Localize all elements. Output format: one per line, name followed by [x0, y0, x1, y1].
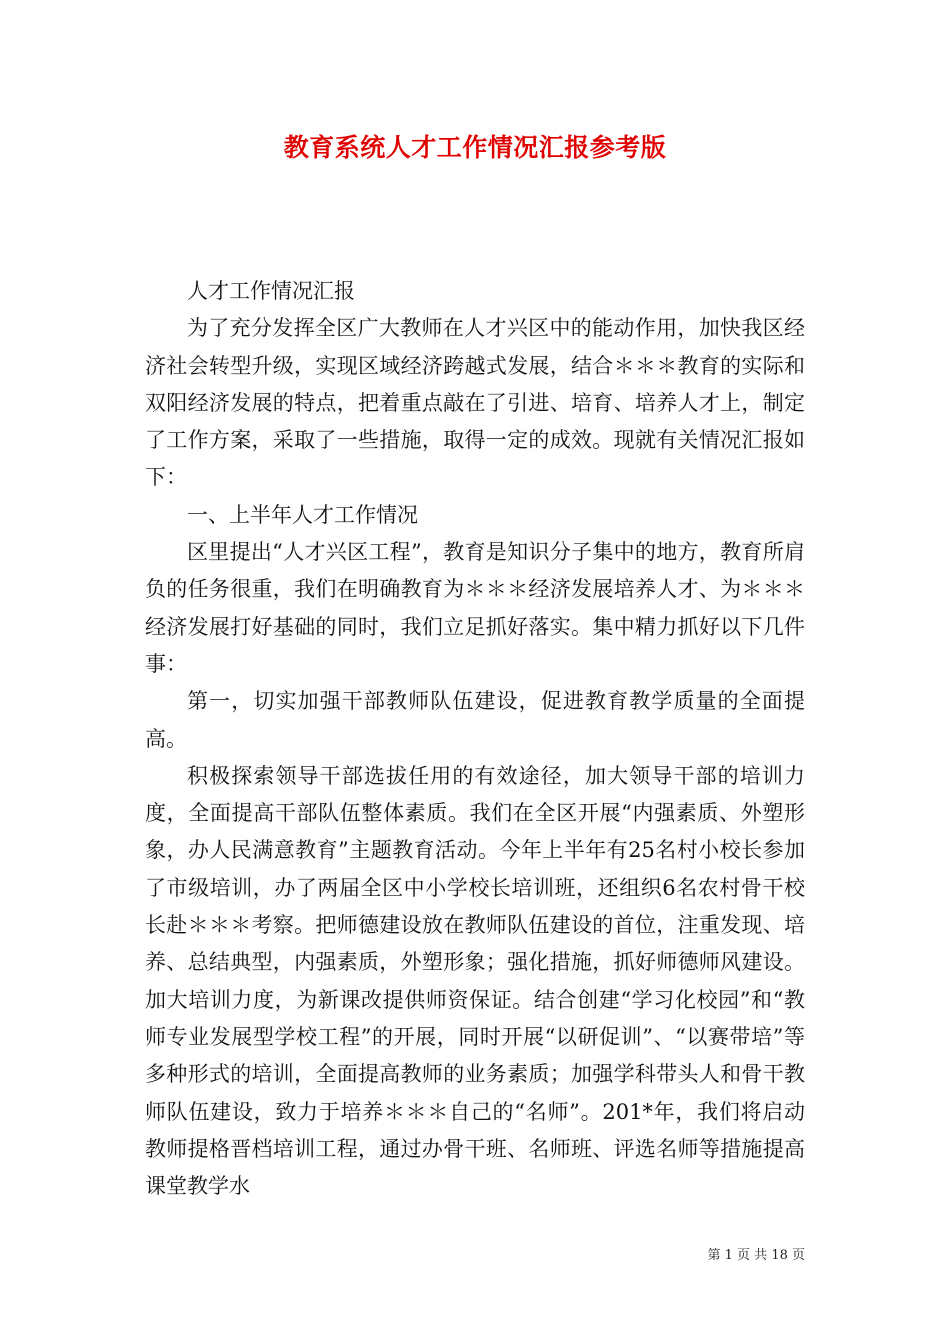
paragraph-overview: 区里提出“人才兴区工程”，教育是知识分子集中的地方，教育所肩负的任务很重，我们在明确教育为＊＊＊经济发展培养人才、为＊＊＊经济发展打好基础的同时，我们立足抓好落实。集中精力抓好以下几件事：	[145, 540, 805, 676]
heading-section-1: 一、上半年人才工作情况	[187, 502, 418, 527]
document-body	[145, 273, 805, 1205]
paragraph-intro: 为了充分发挥全区广大教师在人才兴区中的能动作用，加快我区经济社会转型升级，实现区域经济跨越式发展，结合＊＊＊教育的实际和双阳经济发展的特点，把着重点敲在了引进、培育、培养人才上，制定了工作方案，采取了一些措施，取得一定的成效。现就有关情况汇报如下：	[145, 316, 805, 490]
document-title: 教育系统人才工作情况汇报参考版	[283, 133, 667, 162]
page-number: 第 1 页 共 18 页	[707, 1248, 805, 1263]
paragraph-first-item: 第一，切实加强干部教师队伍建设，促进教育教学质量的全面提高。	[145, 689, 805, 751]
paragraph-details: 积极探索领导干部选拔任用的有效途径，加大领导干部的培训力度，全面提高干部队伍整体素质。我们在全区开展“内强素质、外塑形象，办人民满意教育”主题教育活动。今年上半年有25名村小校长参加了市级培训，办了两届全区中小学校长培训班，还组织6名农村骨干校长赴＊＊＊考察。把师德建设放在教师队伍建设的首位，注重发现、培养、总结典型，内强素质，外塑形象；强化措施，抓好师德师风建设。加大培训力度，为新课改提供师资保证。结合创建“学习化校园”和“教师专业发展型学校工程”的开展，同时开展“以研促训”、“以赛带培”等多种形式的培训，全面提高教师的业务素质；加强学科带头人和骨干教师队伍建设，致力于培养＊＊＊自己的“名师”。201*年，我们将启动教师提格晋档培训工程，通过办骨干班、名师班、评选名师等措施提高课堂教学水	[145, 763, 805, 1199]
heading-report: 人才工作情况汇报	[187, 279, 355, 303]
